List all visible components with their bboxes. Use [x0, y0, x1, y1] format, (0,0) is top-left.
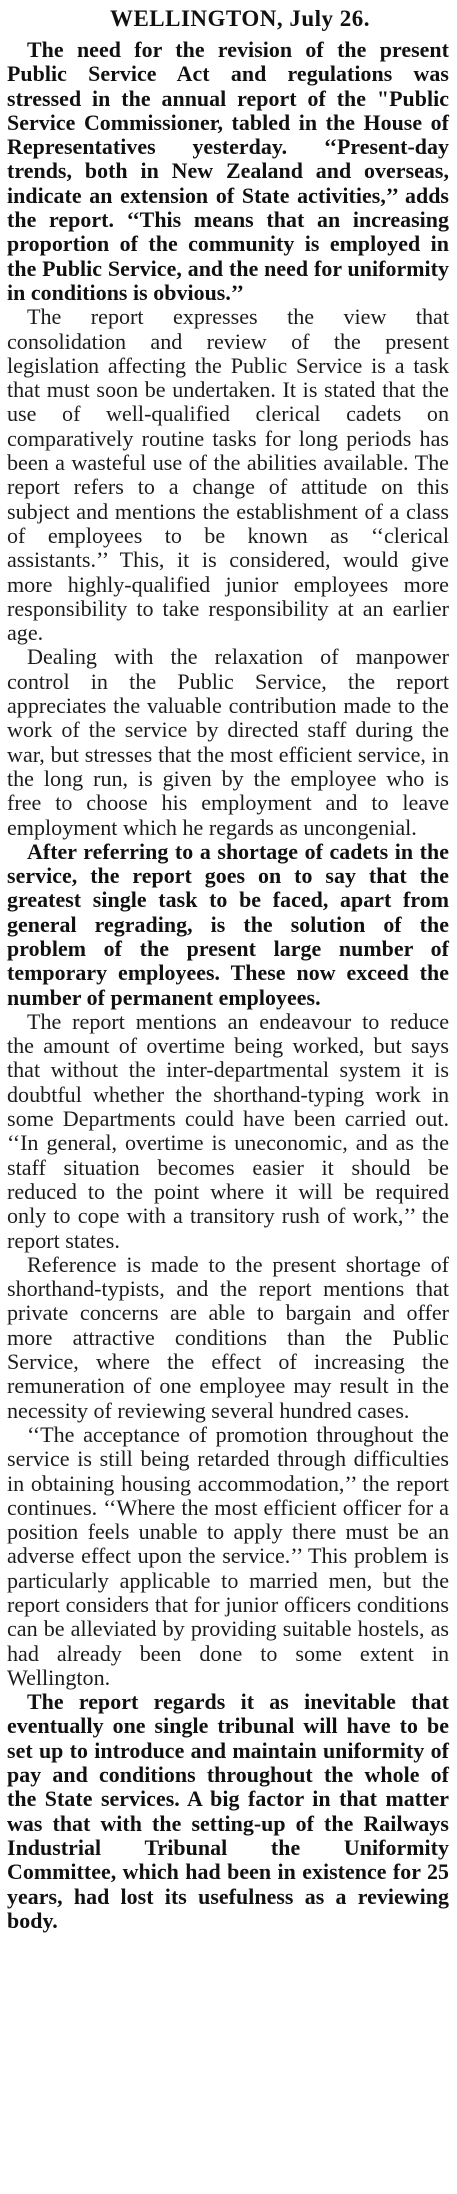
paragraph-4: After referring to a shortage of cadets in the service, the report goes on to say that the greatest single task to be faced, apart from general regrading, is the solution of the problem of the present large number of temporary employees. These now exceed the number of permanent employees. [7, 838, 449, 1010]
paragraph-5: The report mentions an endeavour to reduce the amount of overtime being worked, but says that without the inter-departmental system it is doubtful whether the shorthand-typing work in some Departments could have been carried out. ‘‘In general, overtime is uneconomic, and as the staff situation becomes easier it should be reduced to the point where it will be required only to cope with a transitory rush of work,’’ the report states. [7, 1008, 449, 1253]
paragraph-1: The need for the revision of the present Public Service Act and regulations was stressed in the annual report of the "Public Service Commissioner, tabled in the House of Representatives yesterday. ‘‘Present-day trends, both in New Zealand and overseas, indicate an extension of State activities,’’ adds the report. ‘‘This means that an increasing proportion of the community is employed in the Public Service, and the need for uniformity in conditions is obvious.’’ [7, 37, 449, 305]
paragraph-3: Dealing with the relaxation of manpower control in the Public Service, the report appreciates the valuable contribution made to the work of the service by directed staff during the war, but stresses that the most efficient service, in the long run, is given by the employee who is free to choose his employment and to leave employment which he regards as uncongenial. [7, 644, 449, 840]
paragraph-2: The report expresses the view that consolidation and review of the present legislation affecting the Public Service is a task that must soon be undertaken. It is stated that the use of well-qualified clerical cadets on comparatively routine tasks for long periods has been a wasteful use of the abilities available. The report refers to a change of attitude on this subject and mentions the establishment of a class of employees to be known as ‘‘clerical assistants.’’ This, it is considered, would give more highly-qualified junior employees more responsibility to take responsibility at an earlier age. [7, 304, 449, 646]
paragraph-6: Reference is made to the present shortage of shorthand-typists, and the report mentions that private concerns are able to bargain and offer more attractive conditions than the Public Service, where the effect of increasing the remuneration of one employee may result in the necessity of reviewing several hundred cases. [7, 1251, 449, 1423]
dateline: WELLINGTON, July 26. [109, 6, 371, 31]
paragraph-7: ‘‘The acceptance of promotion throughout the service is still being retarded through difficulties in obtaining housing accommodation,’’ the report continues. ‘‘Where the most efficient officer for a position feels unable to apply there must be an adverse effect upon the service.’’ This problem is particularly applicable to married men, but the report considers that for junior officers conditions can be alleviated by providing suitable hostels, as had already been done to some extent in Wellington. [7, 1421, 449, 1690]
paragraph-8: The report regards it as inevitable that eventually one single tribunal will have to be set up to introduce and maintain uniformity of pay and conditions throughout the whole of the State services. A big factor in that matter was that with the setting-up of the Railways Industrial Tribunal the Uniformity Committee, which had been in existence for 25 years, had lost its usefulness as a reviewing body. [7, 1689, 449, 1933]
